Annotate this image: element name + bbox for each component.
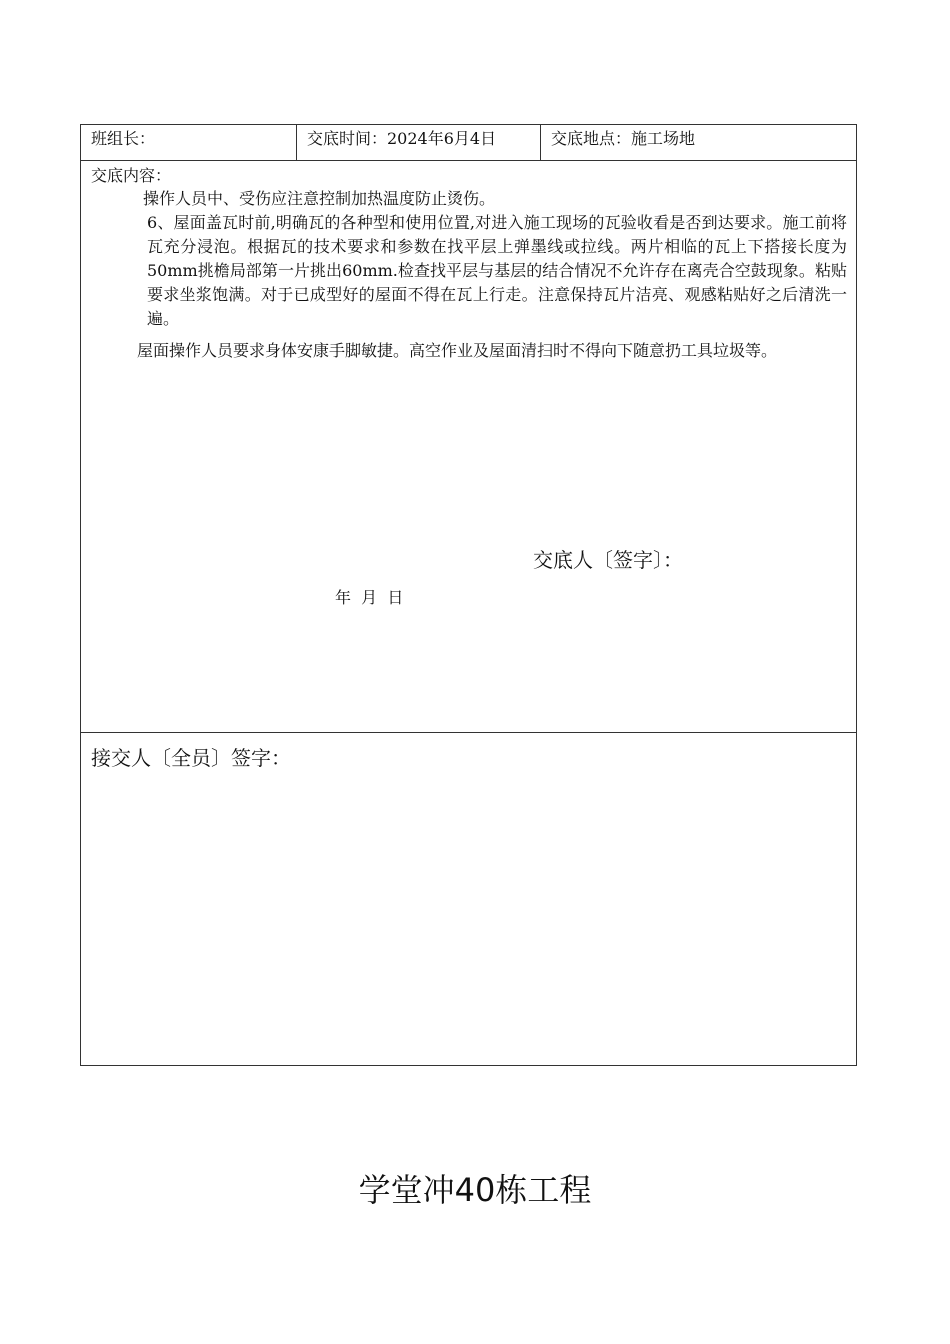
content-paragraph-3: 屋面操作人员要求身体安康手脚敏捷。高空作业及屋面清扫时不得向下随意扔工具垃圾等。 [137, 341, 778, 360]
disclosure-time-cell: 交底时间：2024年6月4日 [297, 125, 541, 161]
content-label: 交底内容： [91, 166, 172, 185]
signature-date-line: 年 月 日 [335, 588, 404, 607]
form-header-row [81, 125, 856, 161]
disclosure-content-area [81, 161, 856, 733]
project-title: 学堂冲40栋工程 [358, 1171, 592, 1209]
disclosure-form [80, 124, 857, 1066]
receiver-signature-label: 接交人〔全员〕签字： [91, 746, 291, 770]
discloser-signature-label: 交底人〔签字〕： [533, 548, 683, 572]
content-paragraph-2: 6、屋面盖瓦时前,明确瓦的各种型和使用位置,对进入施工现场的瓦验收看是否到达要求。施工前将瓦充分浸泡。根据瓦的技术要求和参数在找平层上弹墨线或拉线。两片相临的瓦上下搭接长度为50mm挑檐局部第一片挑出60mm.检查找平层与基层的结合情况不允许存在离壳合空鼓现象。粘贴要求坐浆饱满。对于已成型好的屋面不得在瓦上行走。注意保持瓦片洁亮、观感粘贴好之后清洗一遍。 [147, 213, 847, 328]
team-leader-cell: 班组长： [81, 125, 297, 161]
content-paragraph-1: 操作人员中、受伤应注意控制加热温度防止烫伤。 [143, 189, 496, 208]
disclosure-place-cell: 交底地点：施工场地 [551, 129, 696, 148]
